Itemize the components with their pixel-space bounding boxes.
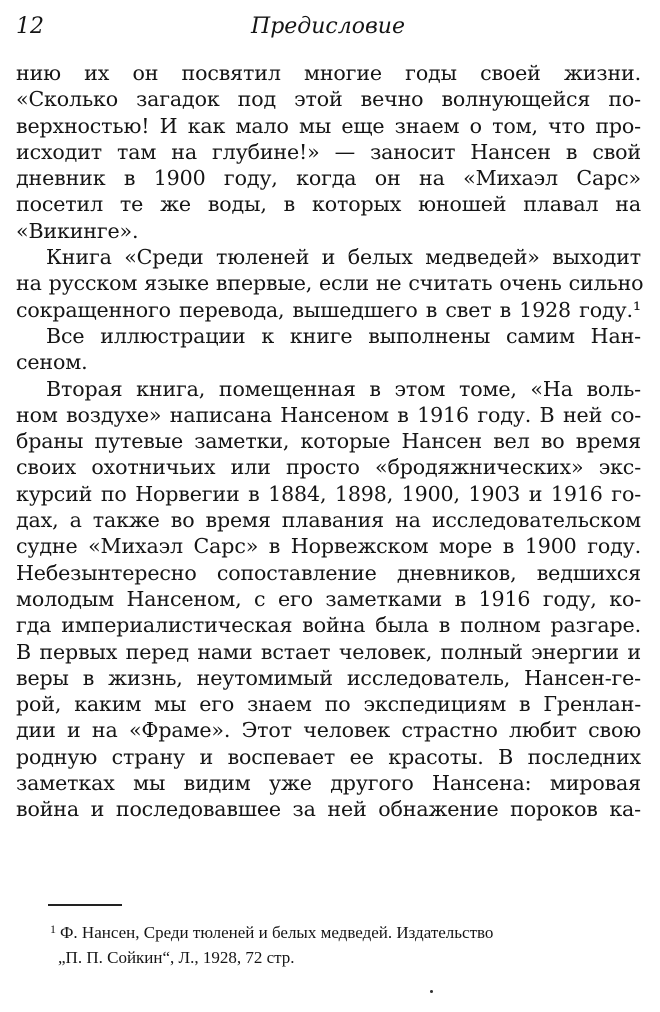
text-line: Небезынтересно сопоставление дневников, ведшихся — [16, 560, 641, 585]
paragraph-start: Книга «Среди тюленей и белых медведей» выходит — [46, 245, 641, 270]
footnote-line: „П. П. Сойкин“, Л., 1928, 72 стр. — [58, 948, 295, 967]
text-line: на русском языке впервые, если не считать очень сильно — [16, 271, 644, 296]
text-line: молодым Нансеном, с его заметками в 1916 году, ко- — [16, 586, 641, 611]
text-line: сокращенного перевода, вышедшего в свет в 1928 году.¹ — [16, 297, 641, 322]
text-line: курсий по Норвегии в 1884, 1898, 1900, 1903 и 1916 го- — [16, 481, 641, 506]
print-speck — [430, 990, 433, 993]
footnote — [50, 917, 640, 970]
text-line: исходит там на глубине!» — заносит Нансен в свой — [16, 139, 641, 164]
page-header — [16, 12, 640, 42]
text-line: сеном. — [16, 350, 88, 375]
text-line: В первых перед нами встает человек, полный энергии и — [16, 639, 641, 664]
text-line: дневник в 1900 году, когда он на «Михаэл Сарс» — [16, 166, 641, 191]
footnote-text: Ф. Нансен, Среди тюленей и белых медведей. Издательство — [60, 923, 494, 942]
text-line: судне «Михаэл Сарс» в Норвежском море в 1900 году. — [16, 534, 641, 559]
text-line: «Сколько загадок под этой вечно волнующейся по- — [16, 87, 641, 112]
text-line: нию их он посвятил многие годы своей жизни. — [16, 61, 641, 85]
text-line: ном воздухе» написана Нансеном в 1916 году. В ней со- — [16, 402, 641, 427]
text-line: родную страну и воспевает ее красоты. В последних — [16, 744, 641, 769]
body-text — [16, 60, 644, 823]
text-line: дах, а также во время плавания на исследовательском — [16, 508, 641, 533]
page-number: 12 — [16, 14, 44, 39]
text-line: война и последовавшее за ней обнажение пороков ка- — [16, 797, 641, 822]
text-line: своих охотничьих или просто «бродяжнических» экс- — [16, 455, 641, 480]
paragraph-start: Все иллюстрации к книге выполнены самим Нан- — [46, 323, 641, 348]
footnote-divider — [48, 904, 122, 906]
text-line: посетил те же воды, в которых юношей плавал на — [16, 192, 641, 217]
text-line: дии и на «Фраме». Этот человек страстно любит свою — [16, 718, 641, 743]
footnote-marker: 1 — [50, 922, 56, 936]
footnote-line — [50, 917, 640, 945]
running-head: Предисловие — [251, 14, 405, 39]
text-line: рой, каким мы его знаем по экспедициям в Гренлан- — [16, 692, 641, 717]
text-line: верхностью! И как мало мы еще знаем о том, что про- — [16, 113, 641, 138]
paragraph-start: Вторая книга, помещенная в этом томе, «На воль- — [46, 376, 641, 401]
text-line: веры в жизнь, неутомимый исследователь, Нансен-ге- — [16, 665, 641, 690]
text-line: гда империалистическая война была в полном разгаре. — [16, 613, 641, 638]
text-line: браны путевые заметки, которые Нансен вел во время — [16, 429, 641, 454]
text-line: заметках мы видим уже другого Нансена: мировая — [16, 771, 641, 796]
text-line: «Викинге». — [16, 218, 139, 243]
